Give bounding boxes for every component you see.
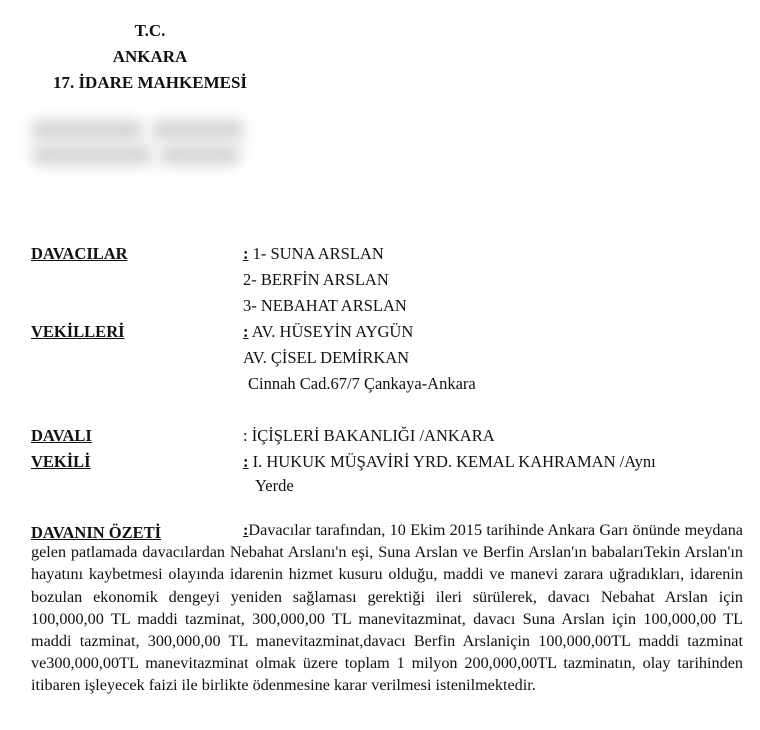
- defendant-value: : İÇİŞLERİ BAKANLIĞI /ANKARA: [243, 426, 495, 445]
- plaintiff-2: 2- BERFİN ARSLAN: [243, 270, 389, 289]
- court-header: [30, 18, 270, 96]
- plaintiffs-colon: :: [243, 244, 249, 263]
- defendant-attorney-line-2: Yerde: [255, 476, 294, 495]
- plaintiff-3: 3- NEBAHAT ARSLAN: [243, 296, 407, 315]
- summary-colon: :: [243, 521, 249, 539]
- attorney-2: AV. ÇİSEL DEMİRKAN: [243, 348, 410, 367]
- summary-label: DAVANIN ÖZETİ: [31, 523, 162, 542]
- summary-text: Davacılar tarafından, 10 Ekim 2015 tarihinde Ankara Garı önünde meydana gelen patlamada davacılardan Nebahat Arslanı'n eşi, Suna Arslan ve Berfin Arslan'ın babalarıTekin Arslan'ın hayatını kaybetmesi olayında idarenin hizmet kusuru olduğu, maddi ve manevi zarara uğradıkları, idarenin bozulan ekonomik dengeyi yeniden sağlaması gerektiği ileri sürülerek, davacı Nebahat Arslan için 100,000,00 TL maddi tazminat, 300,000,00 TL manevitazminat, davacı Suna Arslan için 100,000,00 TL maddi tazminat, 300,000,00 TL manevitazminat,davacı Berfin Arslaniçin 100,000,00TL maddi tazminat ve300,000,00TL manevitazminat olmak üzere toplam 1 milyon 200,000,00TL tazminatın, olay tarihinden itibaren işleyecek faizi ile birlikte ödenmesine karar verilmesi istenilmektedir.: [31, 521, 743, 695]
- plaintiffs-line-1: [243, 244, 384, 264]
- defendant-label: DAVALI: [31, 426, 92, 445]
- plaintiffs-label: DAVACILAR: [31, 244, 128, 263]
- attorneys-line-1: [243, 322, 413, 342]
- header-court-name: 17. İDARE MAHKEMESİ: [52, 73, 248, 92]
- attorney-1: AV. HÜSEYİN AYGÜN: [251, 322, 414, 341]
- summary-paragraph: [31, 519, 743, 697]
- defendant-attorney-colon: :: [243, 452, 249, 471]
- defendant-attorney-label: VEKİLİ: [31, 452, 91, 471]
- defendant-attorney-name: I. HUKUK MÜŞAVİRİ YRD. KEMAL KAHRAMAN /Aynı: [252, 452, 656, 471]
- attorneys-address: Cinnah Cad.67/7 Çankaya-Ankara: [248, 374, 476, 393]
- header-tc: T.C.: [134, 21, 166, 40]
- attorneys-label: VEKİLLERİ: [31, 322, 125, 341]
- attorneys-colon: :: [243, 322, 249, 341]
- header-city: ANKARA: [112, 47, 188, 66]
- plaintiff-1: 1- SUNA ARSLAN: [252, 244, 384, 263]
- defendant-attorney-line-1: [243, 452, 656, 472]
